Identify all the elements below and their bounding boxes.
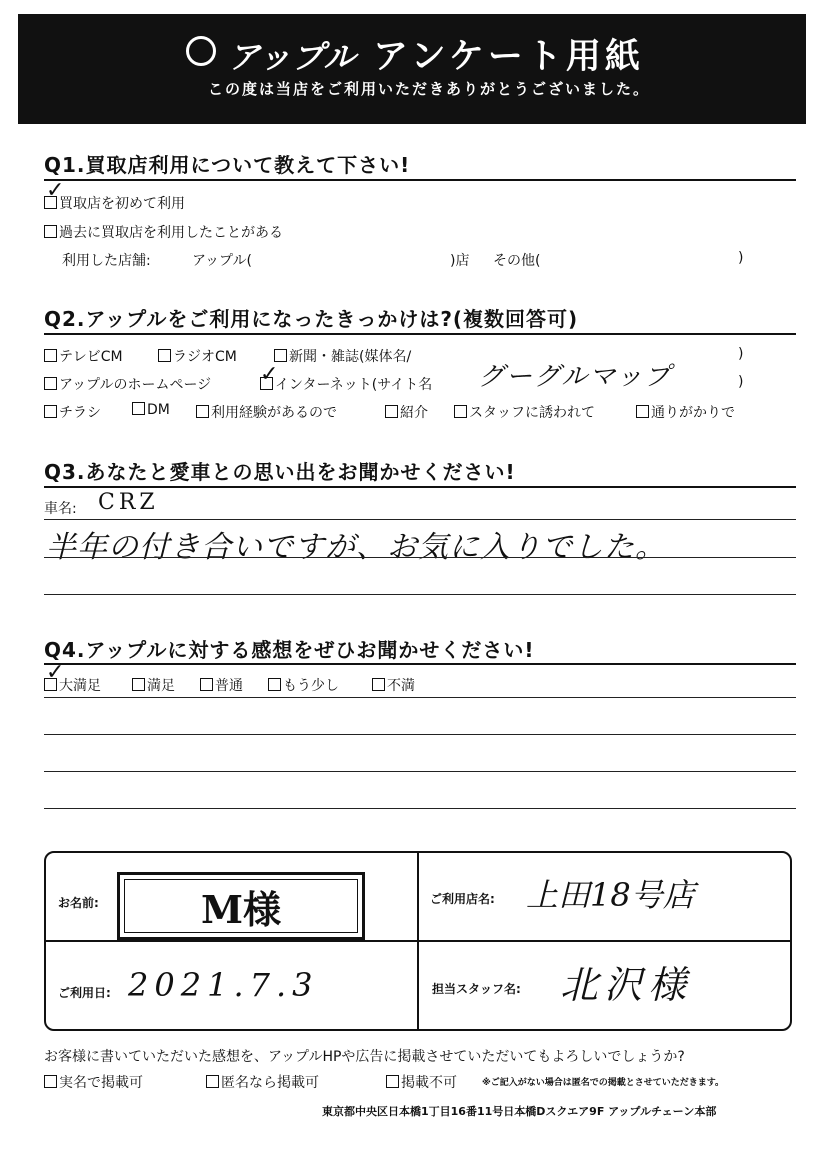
q4-rule bbox=[44, 663, 796, 665]
checkbox-icon[interactable] bbox=[200, 678, 213, 691]
handwritten-memory-text: 半年の付き合いですが、お気に入りでした。 bbox=[46, 530, 666, 565]
checkbox-icon[interactable] bbox=[44, 1075, 57, 1088]
q4-option-dissatisfied[interactable] bbox=[372, 675, 415, 695]
q2-option-staff-label: スタッフに誘われて bbox=[469, 405, 595, 421]
q2-option-internet-label: インターネット(サイト名 bbox=[275, 377, 433, 393]
consent-note: ※ご記入がない場合は匿名での掲載とさせていただきます。 bbox=[482, 1078, 725, 1088]
consent-option-real-name-label: 実名で掲載可 bbox=[59, 1075, 143, 1091]
q1-option-past-use[interactable] bbox=[44, 222, 283, 242]
name-value: M様 bbox=[124, 879, 358, 933]
handwritten-store-name: 上田18号店 bbox=[526, 876, 695, 914]
store-label: 利用した店舗: bbox=[62, 253, 151, 269]
checkbox-icon[interactable] bbox=[372, 678, 385, 691]
q3-title: Q3.あなたと愛車との思い出をお聞かせください! bbox=[44, 460, 516, 484]
store-other-prefix: その他( bbox=[493, 253, 541, 269]
q1-title: Q1.買取店利用について教えて下さい! bbox=[44, 153, 411, 177]
consent-option-no-label: 掲載不可 bbox=[401, 1075, 457, 1091]
handwritten-date: 2021.7.3 bbox=[128, 966, 319, 1004]
q1-rule bbox=[44, 179, 796, 181]
info-box-divider bbox=[44, 940, 792, 942]
name-label: お名前: bbox=[58, 896, 99, 910]
q2-option-experience[interactable] bbox=[196, 402, 337, 422]
q2-option-homepage-label: アップルのホームページ bbox=[59, 377, 212, 393]
consent-option-real-name[interactable] bbox=[44, 1072, 143, 1092]
q2-option-newspaper[interactable] bbox=[274, 346, 411, 366]
checkbox-icon[interactable] bbox=[454, 405, 467, 418]
q2-title: Q2.アップルをご利用になったきっかけは?(複数回答可) bbox=[44, 307, 579, 331]
store-apple-suffix: )店 bbox=[450, 253, 470, 269]
q4-option-dissatisfied-label: 不満 bbox=[387, 678, 415, 694]
q2-news-close: ) bbox=[738, 346, 744, 362]
answer-line bbox=[44, 771, 796, 772]
q2-option-dm[interactable] bbox=[132, 402, 170, 418]
checkbox-icon[interactable] bbox=[132, 678, 145, 691]
form-title: アンケート用紙 bbox=[373, 37, 644, 77]
q1-option-first-time[interactable] bbox=[44, 193, 185, 213]
q4-option-very-satisfied-label: 大満足 bbox=[59, 678, 101, 694]
q2-option-dm-label: DM bbox=[147, 402, 170, 418]
q2-option-newspaper-label: 新聞・雑誌(媒体名/ bbox=[289, 349, 412, 365]
q2-option-radio-label: ラジオCM bbox=[173, 349, 237, 365]
name-field[interactable] bbox=[117, 872, 365, 940]
q2-option-radio[interactable] bbox=[158, 346, 237, 366]
checkbox-icon[interactable] bbox=[158, 349, 171, 362]
check-mark-icon: ✓ bbox=[260, 362, 279, 387]
q2-option-passing[interactable] bbox=[636, 402, 735, 422]
check-mark-icon: ✓ bbox=[46, 178, 65, 203]
checkbox-icon[interactable] bbox=[386, 1075, 399, 1088]
form-subtitle: この度は当店をご利用いただきありがとうございました。 bbox=[208, 80, 651, 98]
answer-line bbox=[44, 808, 796, 809]
answer-line bbox=[44, 734, 796, 735]
q2-option-tv-label: テレビCM bbox=[59, 349, 123, 365]
store-name-label: ご利用店名: bbox=[430, 892, 495, 906]
answer-line bbox=[44, 557, 796, 558]
q2-rule bbox=[44, 333, 796, 335]
handwritten-staff-name: 北沢様 bbox=[560, 963, 693, 1007]
car-name-label: 車名: bbox=[44, 501, 77, 517]
checkbox-icon[interactable] bbox=[636, 405, 649, 418]
q2-option-experience-label: 利用経験があるので bbox=[211, 405, 337, 421]
check-mark-icon: ✓ bbox=[46, 660, 65, 685]
answer-line bbox=[44, 594, 796, 595]
q2-option-tv[interactable] bbox=[44, 346, 123, 366]
q4-option-normal-label: 普通 bbox=[215, 678, 243, 694]
store-apple-prefix: アップル( bbox=[192, 253, 252, 269]
checkbox-icon[interactable] bbox=[385, 405, 398, 418]
consent-option-no[interactable] bbox=[386, 1072, 457, 1092]
q2-option-flyer-label: チラシ bbox=[59, 405, 101, 421]
q4-option-normal[interactable] bbox=[200, 675, 243, 695]
checkbox-icon[interactable] bbox=[268, 678, 281, 691]
store-other-close: ) bbox=[738, 250, 744, 266]
q4-option-more-label: もう少し bbox=[283, 678, 339, 694]
checkbox-icon[interactable] bbox=[196, 405, 209, 418]
q4-option-satisfied[interactable] bbox=[132, 675, 175, 695]
checkbox-icon[interactable] bbox=[206, 1075, 219, 1088]
q4-option-satisfied-label: 満足 bbox=[147, 678, 175, 694]
checkbox-icon[interactable] bbox=[44, 225, 57, 238]
q2-net-close: ) bbox=[738, 374, 744, 390]
q2-option-homepage[interactable] bbox=[44, 374, 211, 394]
q2-option-introduction[interactable] bbox=[385, 402, 428, 422]
checkbox-icon[interactable] bbox=[44, 349, 57, 362]
q1-option-past-use-label: 過去に買取店を利用したことがある bbox=[59, 225, 283, 241]
header-banner bbox=[18, 14, 806, 124]
consent-question: お客様に書いていただいた感想を、アップルHPや広告に掲載させていただいてもよろしいでしょうか? bbox=[44, 1049, 685, 1065]
checkbox-icon[interactable] bbox=[274, 349, 287, 362]
q4-option-more[interactable] bbox=[268, 675, 339, 695]
q2-option-staff[interactable] bbox=[454, 402, 595, 422]
q2-option-introduction-label: 紹介 bbox=[400, 405, 428, 421]
consent-option-anonymous-label: 匿名なら掲載可 bbox=[221, 1075, 319, 1091]
answer-line bbox=[44, 697, 796, 698]
footer-address: 東京都中央区日本橋1丁目16番11号日本橋Dスクエア9F アップルチェーン本部 bbox=[322, 1105, 717, 1118]
date-label: ご利用日: bbox=[58, 986, 111, 1000]
answer-line bbox=[44, 519, 796, 520]
staff-name-label: 担当スタッフ名: bbox=[432, 982, 521, 996]
q2-option-flyer[interactable] bbox=[44, 402, 101, 422]
q4-title: Q4.アップルに対する感想をぜひお聞かせください! bbox=[44, 638, 535, 662]
q2-option-internet[interactable] bbox=[260, 374, 432, 394]
handwritten-site-name: グーグルマップ bbox=[478, 362, 673, 392]
consent-option-anonymous[interactable] bbox=[206, 1072, 319, 1092]
q1-store-row bbox=[62, 250, 151, 270]
checkbox-icon[interactable] bbox=[132, 402, 145, 415]
brand-logo-text: アップル bbox=[228, 38, 357, 76]
checkbox-icon[interactable] bbox=[44, 405, 57, 418]
q3-rule bbox=[44, 486, 796, 488]
q1-option-first-time-label: 買取店を初めて利用 bbox=[59, 196, 185, 212]
apple-logo-icon bbox=[186, 36, 216, 66]
handwritten-car-name: CRZ bbox=[98, 490, 159, 515]
checkbox-icon[interactable] bbox=[44, 377, 57, 390]
q2-option-passing-label: 通りがかりで bbox=[651, 405, 735, 421]
